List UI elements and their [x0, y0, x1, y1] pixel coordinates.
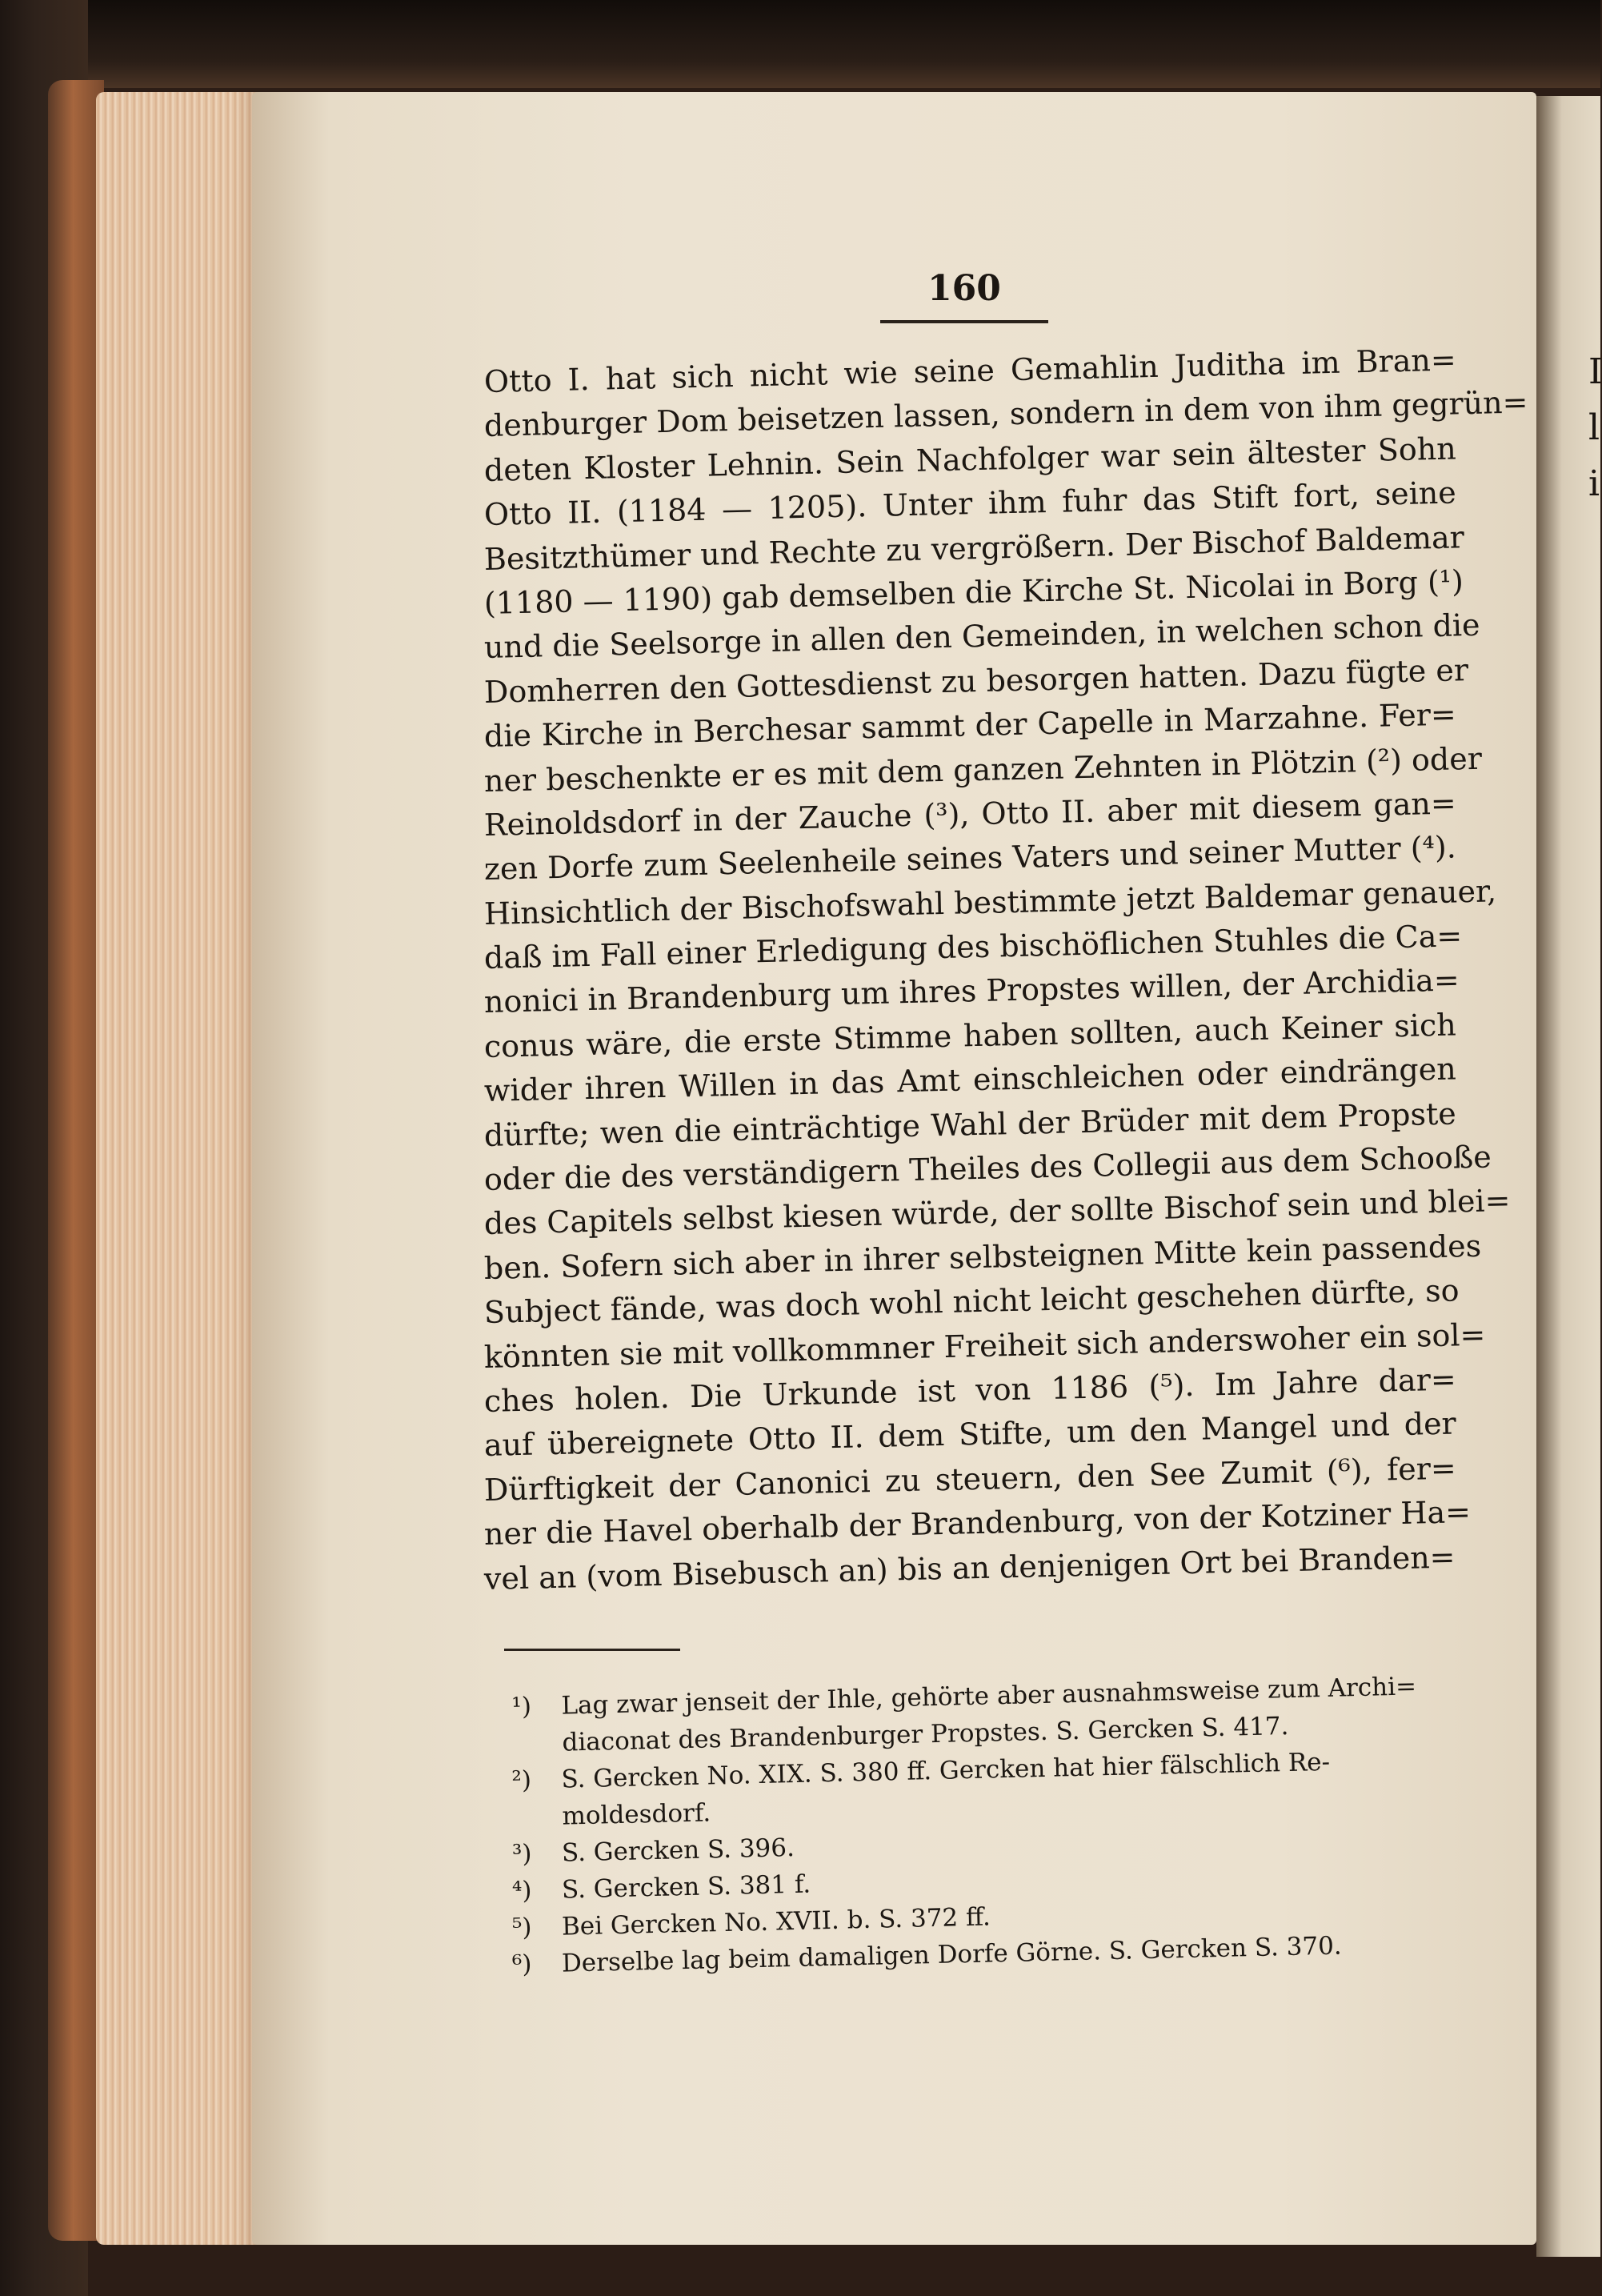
body-line: (1180 — 1190) gab demselben die Kirche St. Nicolai in Borg (¹)	[483, 563, 1464, 621]
page-number: 160	[927, 268, 1001, 309]
footnote-text: moldesdorf.	[562, 1798, 711, 1831]
body-line: die Kirche in Berchesar sammt der Capelle in Marzahne. Fer=	[483, 696, 1457, 755]
facing-glyph: l	[1588, 407, 1600, 448]
body-line: deten Kloster Lehnin. Sein Nachfolger war sein ältester Sohn	[483, 431, 1457, 488]
footnote-marker: ³)	[511, 1839, 532, 1869]
body-line: des Capitels selbst kiesen würde, der sollte Bischof sein und blei=	[483, 1183, 1511, 1242]
body-line: dürfte; wen die einträchtige Wahl der Brüder mit dem Propste	[483, 1096, 1457, 1153]
body-line: nonici in Brandenburg um ihres Propstes willen, der Archidia=	[483, 962, 1460, 1020]
footnote-text: S. Gercken S. 381 f.	[561, 1869, 811, 1905]
body-line: ches holen. Die Urkunde ist von 1186 (⁵). Im Jahre dar=	[483, 1361, 1457, 1419]
body-line: vel an (vom Bisebusch an) bis an denjenigen Ort bei Branden=	[483, 1539, 1456, 1597]
footnote-text: diaconat des Brandenburger Propstes. S. Gercken S. 417.	[562, 1711, 1289, 1757]
body-line: auf übereignete Otto II. dem Stifte, um den Mangel und der	[483, 1405, 1457, 1464]
body-line: conus wäre, die erste Stimme haben sollten, auch Keiner sich	[483, 1007, 1457, 1064]
body-line: daß im Fall einer Erledigung des bischöflichen Stuhles die Ca=	[483, 918, 1463, 976]
footnote-text: S. Gercken S. 396.	[561, 1833, 795, 1868]
body-line: und die Seelsorge in allen den Gemeinden, in welchen schon die	[483, 607, 1481, 666]
book-cover-top	[0, 0, 1600, 88]
facing-page-glyphs	[1588, 344, 1600, 504]
body-line: zen Dorfe zum Seelenheile seines Vaters und seiner Mutter (⁴).	[483, 829, 1457, 888]
footnotes	[511, 1672, 1456, 1983]
facing-glyph: i	[1588, 463, 1600, 504]
page-stack-edges	[96, 92, 264, 2245]
body-line: denburger Dom beisetzen lassen, sondern in dem von ihm gegrün=	[483, 384, 1528, 444]
footnote-text: S. Gercken No. XIX. S. 380 ff. Gercken hat hier fälschlich Re-	[561, 1747, 1331, 1794]
body-line: Dürftigkeit der Canonici zu steuern, den See Zumit (⁶), fer=	[483, 1450, 1457, 1508]
footnote-marker: ⁵)	[511, 1913, 532, 1942]
body-line: ben. Sofern sich aber in ihrer selbsteignen Mitte kein passendes	[483, 1228, 1482, 1286]
footnote-marker: ⁶)	[511, 1949, 532, 1979]
body-line: ner die Havel oberhalb der Brandenburg, von der Kotziner Ha=	[483, 1494, 1472, 1553]
footnote-text: Bei Gercken No. XVII. b. S. 372 ff.	[561, 1902, 991, 1941]
body-line: Hinsichtlich der Bischofswahl bestimmte jetzt Baldemar genauer,	[483, 872, 1497, 932]
body-line: ner beschenkte er es mit dem ganzen Zehnten in Plötzin (²) oder	[483, 740, 1483, 799]
footnote-text: Derselbe lag beim damaligen Dorfe Görne. S. Gercken S. 370.	[561, 1931, 1343, 1978]
footnote-separator	[504, 1649, 680, 1651]
body-line: oder die des verständigern Theiles des Collegii aus dem Schooße	[483, 1139, 1492, 1198]
body-line: Subject fände, was doch wohl nicht leicht geschehen dürfte, so	[483, 1272, 1460, 1331]
body-line: wider ihren Willen in das Amt einschleichen oder eindrängen	[483, 1051, 1457, 1109]
body-line: Besitzthümer und Rechte zu vergrößern. Der Bischof Baldemar	[483, 519, 1465, 577]
footnote-marker: ⁴)	[511, 1876, 532, 1905]
page-number-rule	[880, 320, 1048, 323]
body-line: Otto I. hat sich nicht wie seine Gemahlin Juditha im Bran=	[483, 342, 1457, 399]
facing-glyph: I	[1588, 351, 1602, 392]
body-line: könnten sie mit vollkommner Freiheit sich anderswoher ein sol=	[483, 1316, 1486, 1375]
footnote-marker: ²)	[511, 1765, 532, 1796]
body-text	[483, 342, 1528, 1601]
footnote-text: Lag zwar jenseit der Ihle, gehörte aber ausnahmsweise zum Archi=	[561, 1672, 1417, 1721]
body-line: Reinoldsdorf in der Zauche (³), Otto II. aber mit diesem gan=	[483, 785, 1457, 843]
footnote-marker: ¹)	[511, 1692, 532, 1722]
body-line: Otto II. (1184 — 1205). Unter ihm fuhr das Stift fort, seine	[483, 475, 1457, 533]
body-line: Domherren den Gottesdienst zu besorgen hatten. Dazu fügte er	[483, 651, 1469, 710]
